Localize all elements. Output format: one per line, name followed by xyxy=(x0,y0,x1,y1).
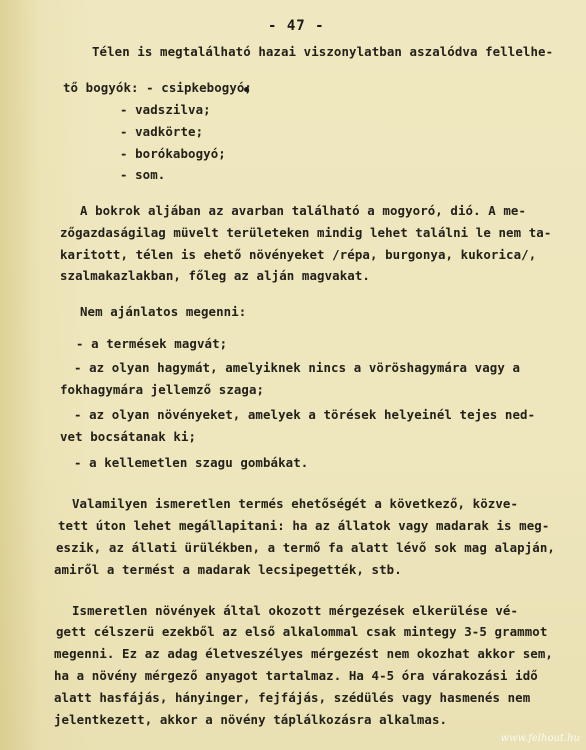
text-line: gett célszerü ezekből az első alkalommal csak mintegy 3-5 grammot xyxy=(56,624,548,639)
text-line: - borókabogyó; xyxy=(120,146,226,161)
text-line: - vadszilva; xyxy=(120,102,211,117)
text-line: A bokrok aljában az avarban található a mogyoró, dió. A me- xyxy=(80,203,527,218)
text-line: - som. xyxy=(120,167,166,182)
text-line: tő bogyók: - csipkebogyó; xyxy=(63,80,252,95)
watermark: www.felhout.hu xyxy=(500,733,580,744)
text-line: fokhagymára jellemző szaga; xyxy=(60,382,265,397)
text-line: eszik, az állati ürülékben, a termő fa alatt lévő sok mag alapján, xyxy=(56,540,555,555)
list-item: - az olyan növényeket, amelyek a törések helyeinél tejes ned- xyxy=(74,407,536,422)
page-number: - 47 - xyxy=(268,18,325,34)
text-line: ha a növény mérgező anyagot tartalmaz. Ha 4-5 óra várakozási idő xyxy=(54,668,538,683)
text-line: Valamilyen ismeretlen termés ehetőségét a következő, közve- xyxy=(72,496,519,511)
text-line: Nem ajánlatos megenni: xyxy=(80,304,247,319)
text-line: tett úton lehet megállapitani: ha az állatok vagy madarak is meg- xyxy=(58,518,550,533)
text-line: zőgazdaságilag müvelt területeken mindig lehet találni le nem ta- xyxy=(60,225,552,240)
list-item: - a kellemetlen szagu gombákat. xyxy=(74,455,309,470)
text-line: amiről a termést a madarak lecsipegették, stb. xyxy=(54,562,402,577)
text-line: vet bocsátanak ki; xyxy=(60,429,197,444)
text-line: szalmakazlakban, főleg az alján magvakat. xyxy=(60,268,370,283)
text-line: Ismeretlen növények által okozott mérgezések elkerülése vé- xyxy=(72,603,519,618)
list-item: - a termések magvát; xyxy=(76,336,228,351)
text-line: alatt hasfájás, hányinger, fejfájás, szédülés vagy hasmenés nem xyxy=(54,690,531,705)
text-line: karitott, télen is ehető növényeket /répa, burgonya, kukorica/, xyxy=(60,247,537,262)
list-item: - az olyan hagymát, amelyiknek nincs a vöröshagymára vagy a xyxy=(74,360,521,375)
text-line: jelentkezett, akkor a növény táplálkozásra alkalmas. xyxy=(54,712,448,727)
text-line: Télen is megtalálható hazai viszonylatban aszalódva fellelhe- xyxy=(92,44,554,59)
text-line: megenni. Ez az adag életveszélyes mérgezést nem okozhat akkor sem, xyxy=(54,646,553,661)
text-line: - vadkörte; xyxy=(120,124,204,139)
